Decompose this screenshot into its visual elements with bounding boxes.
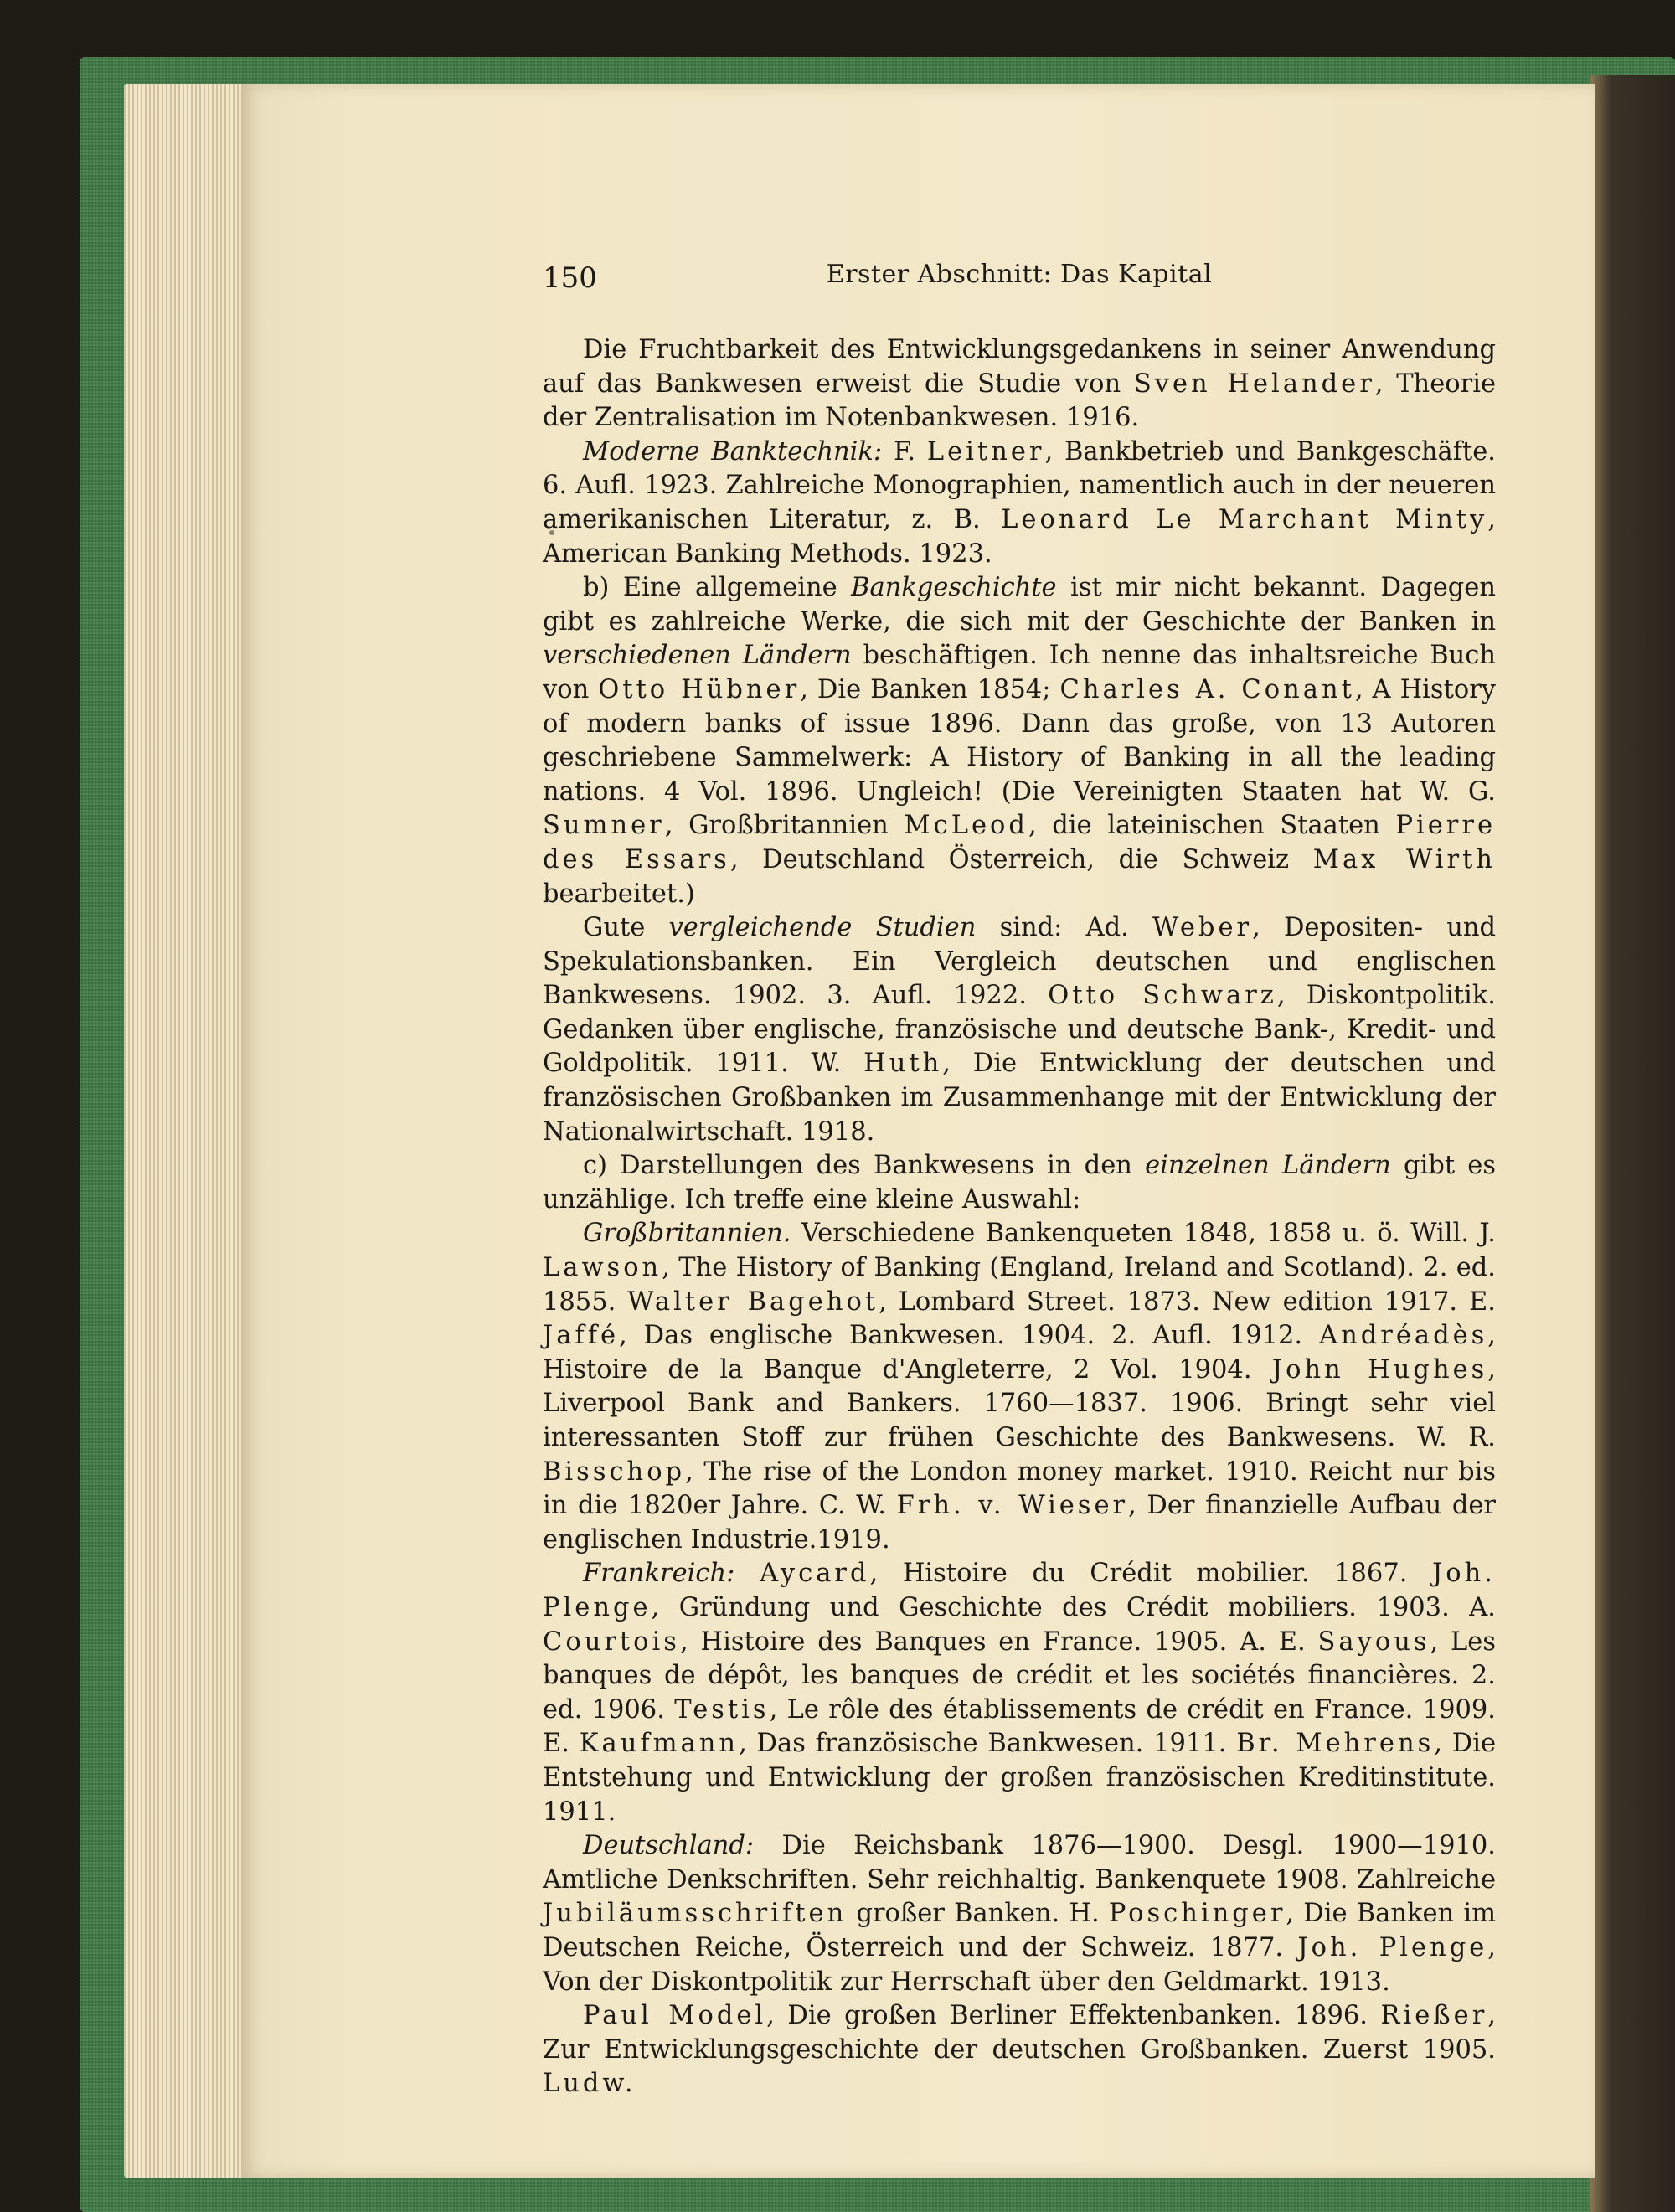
text-run: Verschiedene Bankenqueten 1848, 1858 u. ö. Will. J. bbox=[791, 1219, 1496, 1249]
text-run: , Das französische Bankwesen. 1911. bbox=[739, 1729, 1237, 1759]
author-name: Pierre des Essars bbox=[543, 811, 1496, 874]
author-name: Courtois bbox=[543, 1627, 680, 1657]
italic-heading: Frankreich: bbox=[583, 1559, 735, 1589]
italic-heading: Deutschland: bbox=[583, 1831, 755, 1861]
text-run bbox=[734, 1559, 760, 1588]
text-run: , Gründung und Geschichte des Crédit mobiliers. 1903. A. bbox=[651, 1592, 1496, 1622]
text-run: , Liverpool Bank and Bankers. 1760—1837. 1906. Bringt sehr viel interessanten Stoff zur frühen Geschichte des Bankwesens. W. R. bbox=[543, 1354, 1496, 1452]
page-number: 150 bbox=[543, 261, 597, 295]
page-text bbox=[543, 258, 1496, 2101]
text-run: , Les banques de dépôt, les banques de crédit et les sociétés financières. 2. ed. 1906. bbox=[543, 1627, 1496, 1725]
italic-heading: Großbritannien. bbox=[583, 1219, 791, 1249]
text-run: gibt es unzählige. Ich treffe eine kleine Auswahl: bbox=[543, 1151, 1497, 1214]
text-run: , Die großen Berliner Effektenbanken. 1896. bbox=[766, 2001, 1381, 2031]
author-name: Sven Helander bbox=[1133, 369, 1375, 399]
text-run: , Die Entstehung und Entwicklung der großen französischen Kreditinstitute. 1911. bbox=[543, 1729, 1497, 1827]
italic-heading: verschiedenen Ländern bbox=[543, 641, 852, 671]
text-run: , American Banking Methods. 1923. bbox=[543, 504, 1496, 569]
author-name: Ludw. bbox=[543, 2069, 636, 2099]
text-run: c) Darstellungen des Bankwesens in den bbox=[583, 1151, 1146, 1181]
author-name: Otto Hübner bbox=[598, 674, 801, 704]
text-run: , The rise of the London money market. 1910. Reicht nur bis in die 1820er Jahre. C. W. bbox=[543, 1457, 1496, 1521]
text-run: , Bankbetrieb und Bankgeschäfte. 6. Aufl. 1923. Zahlreiche Monographien, namentlich auch in der neueren amerikanischen Literatur, z. B. bbox=[543, 436, 1496, 534]
text-run: , Histoire de la Banque d'Angleterre, 2 Vol. 1904. bbox=[543, 1321, 1496, 1384]
author-name: Paul Model bbox=[583, 2001, 767, 2031]
paragraph bbox=[543, 1217, 1496, 1557]
body-text bbox=[543, 333, 1496, 2101]
book-gutter bbox=[1590, 75, 1675, 2212]
text-run: , Von der Diskontpolitik zur Herrschaft über den Geldmarkt. 1913. bbox=[543, 1932, 1496, 1997]
text-run: , A History of modern banks of issue 1896. Dann das große, von 13 Autoren geschriebene Sammelwerk: A History of Banking in all the leading nations. 4 Vol. 1896. Ungleich! (Die Vereinigten Staaten hat W. G. bbox=[543, 674, 1497, 807]
author-name: McLeod bbox=[904, 811, 1028, 841]
italic-heading: Moderne Banktechnik: bbox=[583, 436, 883, 467]
author-name: John Hughes bbox=[1271, 1354, 1488, 1384]
text-run: , Lombard Street. 1873. New edition 1917. E. bbox=[879, 1286, 1496, 1317]
text-run: b) Eine allgemeine bbox=[583, 573, 852, 603]
text-run: , Die Banken im Deutschen Reiche, Österreich und der Schweiz. 1877. bbox=[543, 1899, 1496, 1962]
text-run: , die lateinischen Staaten bbox=[1028, 811, 1396, 841]
italic-heading: einzelnen Ländern bbox=[1145, 1151, 1391, 1181]
page-header bbox=[543, 258, 1496, 308]
author-name: Joh. Plenge bbox=[543, 1559, 1497, 1622]
author-name: Kaufmann bbox=[579, 1729, 740, 1759]
paragraph bbox=[543, 1149, 1496, 1217]
author-name: Br. Mehrens bbox=[1236, 1729, 1435, 1759]
italic-heading: Bankgeschichte bbox=[851, 573, 1057, 603]
text-run: Die Reichsbank 1876—1900. Desgl. 1900—1910. Amtliche Denkschriften. Sehr reichhaltig. Bankenquete 1908. Zahlreiche bbox=[543, 1831, 1496, 1895]
text-run: , Großbritannien bbox=[664, 811, 904, 841]
paragraph bbox=[543, 1557, 1496, 1829]
author-name: Sumner bbox=[543, 811, 665, 841]
text-run: , Zur Entwicklungsgeschichte der deutschen Großbanken. Zuerst 1905. bbox=[543, 2001, 1496, 2065]
author-name: Frh. v. Wieser bbox=[896, 1491, 1129, 1521]
author-name: Charles A. Conant bbox=[1059, 674, 1355, 704]
paragraph bbox=[543, 911, 1496, 1149]
author-name: Aycard bbox=[760, 1559, 870, 1589]
text-run: ist mir nicht bekannt. Dagegen gibt es zahlreiche Werke, die sich mit der Geschichte der Banken in bbox=[543, 573, 1496, 637]
paragraph bbox=[543, 333, 1496, 436]
text-run: , Histoire des Banques en France. 1905. A. E. bbox=[679, 1627, 1318, 1657]
author-name: Jaffé bbox=[543, 1321, 620, 1351]
text-run: beschäftigen. Ich nenne das inhaltsreiche Buch von bbox=[543, 641, 1496, 704]
text-run: bearbeitet.) bbox=[543, 879, 695, 909]
text-run: , Die Banken 1854; bbox=[800, 674, 1060, 704]
paragraph bbox=[543, 436, 1496, 571]
author-name: Sayous bbox=[1317, 1627, 1430, 1657]
author-name: Walter Bagehot bbox=[627, 1286, 879, 1317]
author-name: Lawson bbox=[543, 1253, 662, 1283]
paragraph bbox=[543, 571, 1496, 911]
paragraph bbox=[543, 1829, 1496, 1999]
text-run: , Histoire du Crédit mobilier. 1867. bbox=[869, 1559, 1433, 1589]
author-name: Huth bbox=[863, 1049, 943, 1079]
paragraph bbox=[543, 1999, 1496, 2101]
text-run: F. bbox=[882, 436, 927, 467]
text-run: , Theorie der Zentralisation im Notenbankwesen. 1916. bbox=[543, 369, 1496, 433]
author-name: Joh. Plenge bbox=[1297, 1932, 1488, 1962]
author-name: Leonard Le Marchant Minty bbox=[1001, 504, 1488, 534]
author-name: Otto Schwarz bbox=[1048, 981, 1277, 1011]
text-run: , Deutschland Österreich, die Schweiz bbox=[729, 844, 1313, 874]
text-run: , Depositen- und Spekulationsbanken. Ein Vergleich deutschen und englischen Bankwesens. 1902. 3. Aufl. 1922. bbox=[543, 913, 1497, 1011]
author-name: Poschinger bbox=[1108, 1899, 1286, 1929]
author-name: Weber bbox=[1152, 913, 1253, 943]
text-run: großer Banken. H. bbox=[847, 1899, 1109, 1929]
text-run: , Das englische Bankwesen. 1904. 2. Aufl. 1912. bbox=[619, 1321, 1320, 1351]
author-name: Max Wirth bbox=[1312, 844, 1497, 874]
text-run: , Le rôle des établissements de crédit en France. 1909. E. bbox=[543, 1694, 1496, 1759]
text-run: sind: Ad. bbox=[976, 913, 1153, 943]
running-title: Erster Abschnitt: Das Kapital bbox=[826, 260, 1213, 289]
author-name: Andréadès bbox=[1319, 1321, 1488, 1351]
text-run: , The History of Banking (England, Ireland and Scotland). 2. ed. 1855. bbox=[543, 1253, 1496, 1317]
text-run: , Diskontpolitik. Gedanken über englische, französische und deutsche Bank-, Kredit- und Goldpolitik. 1911. W. bbox=[543, 981, 1496, 1079]
text-run: , Der finanzielle Aufbau der englischen Industrie.1919. bbox=[543, 1491, 1496, 1555]
text-run: Die Fruchtbarkeit des Entwicklungsgedankens in seiner Anwendung auf das Bankwesen erweist die Studie von bbox=[543, 335, 1496, 399]
author-name: Rießer bbox=[1380, 2001, 1488, 2031]
author-name: Jubiläumsschriften bbox=[543, 1899, 848, 1929]
italic-heading: vergleichende Studien bbox=[668, 913, 977, 943]
author-name: Bisschop bbox=[543, 1457, 686, 1487]
author-name: Leitner bbox=[926, 436, 1045, 467]
text-run: , Die Entwicklung der deutschen und französischen Großbanken im Zusammenhange mit der Entwicklung der Nationalwirtschaft. 1918. bbox=[543, 1049, 1497, 1147]
text-run: Gute bbox=[583, 913, 669, 943]
author-name: Testis bbox=[674, 1694, 770, 1725]
